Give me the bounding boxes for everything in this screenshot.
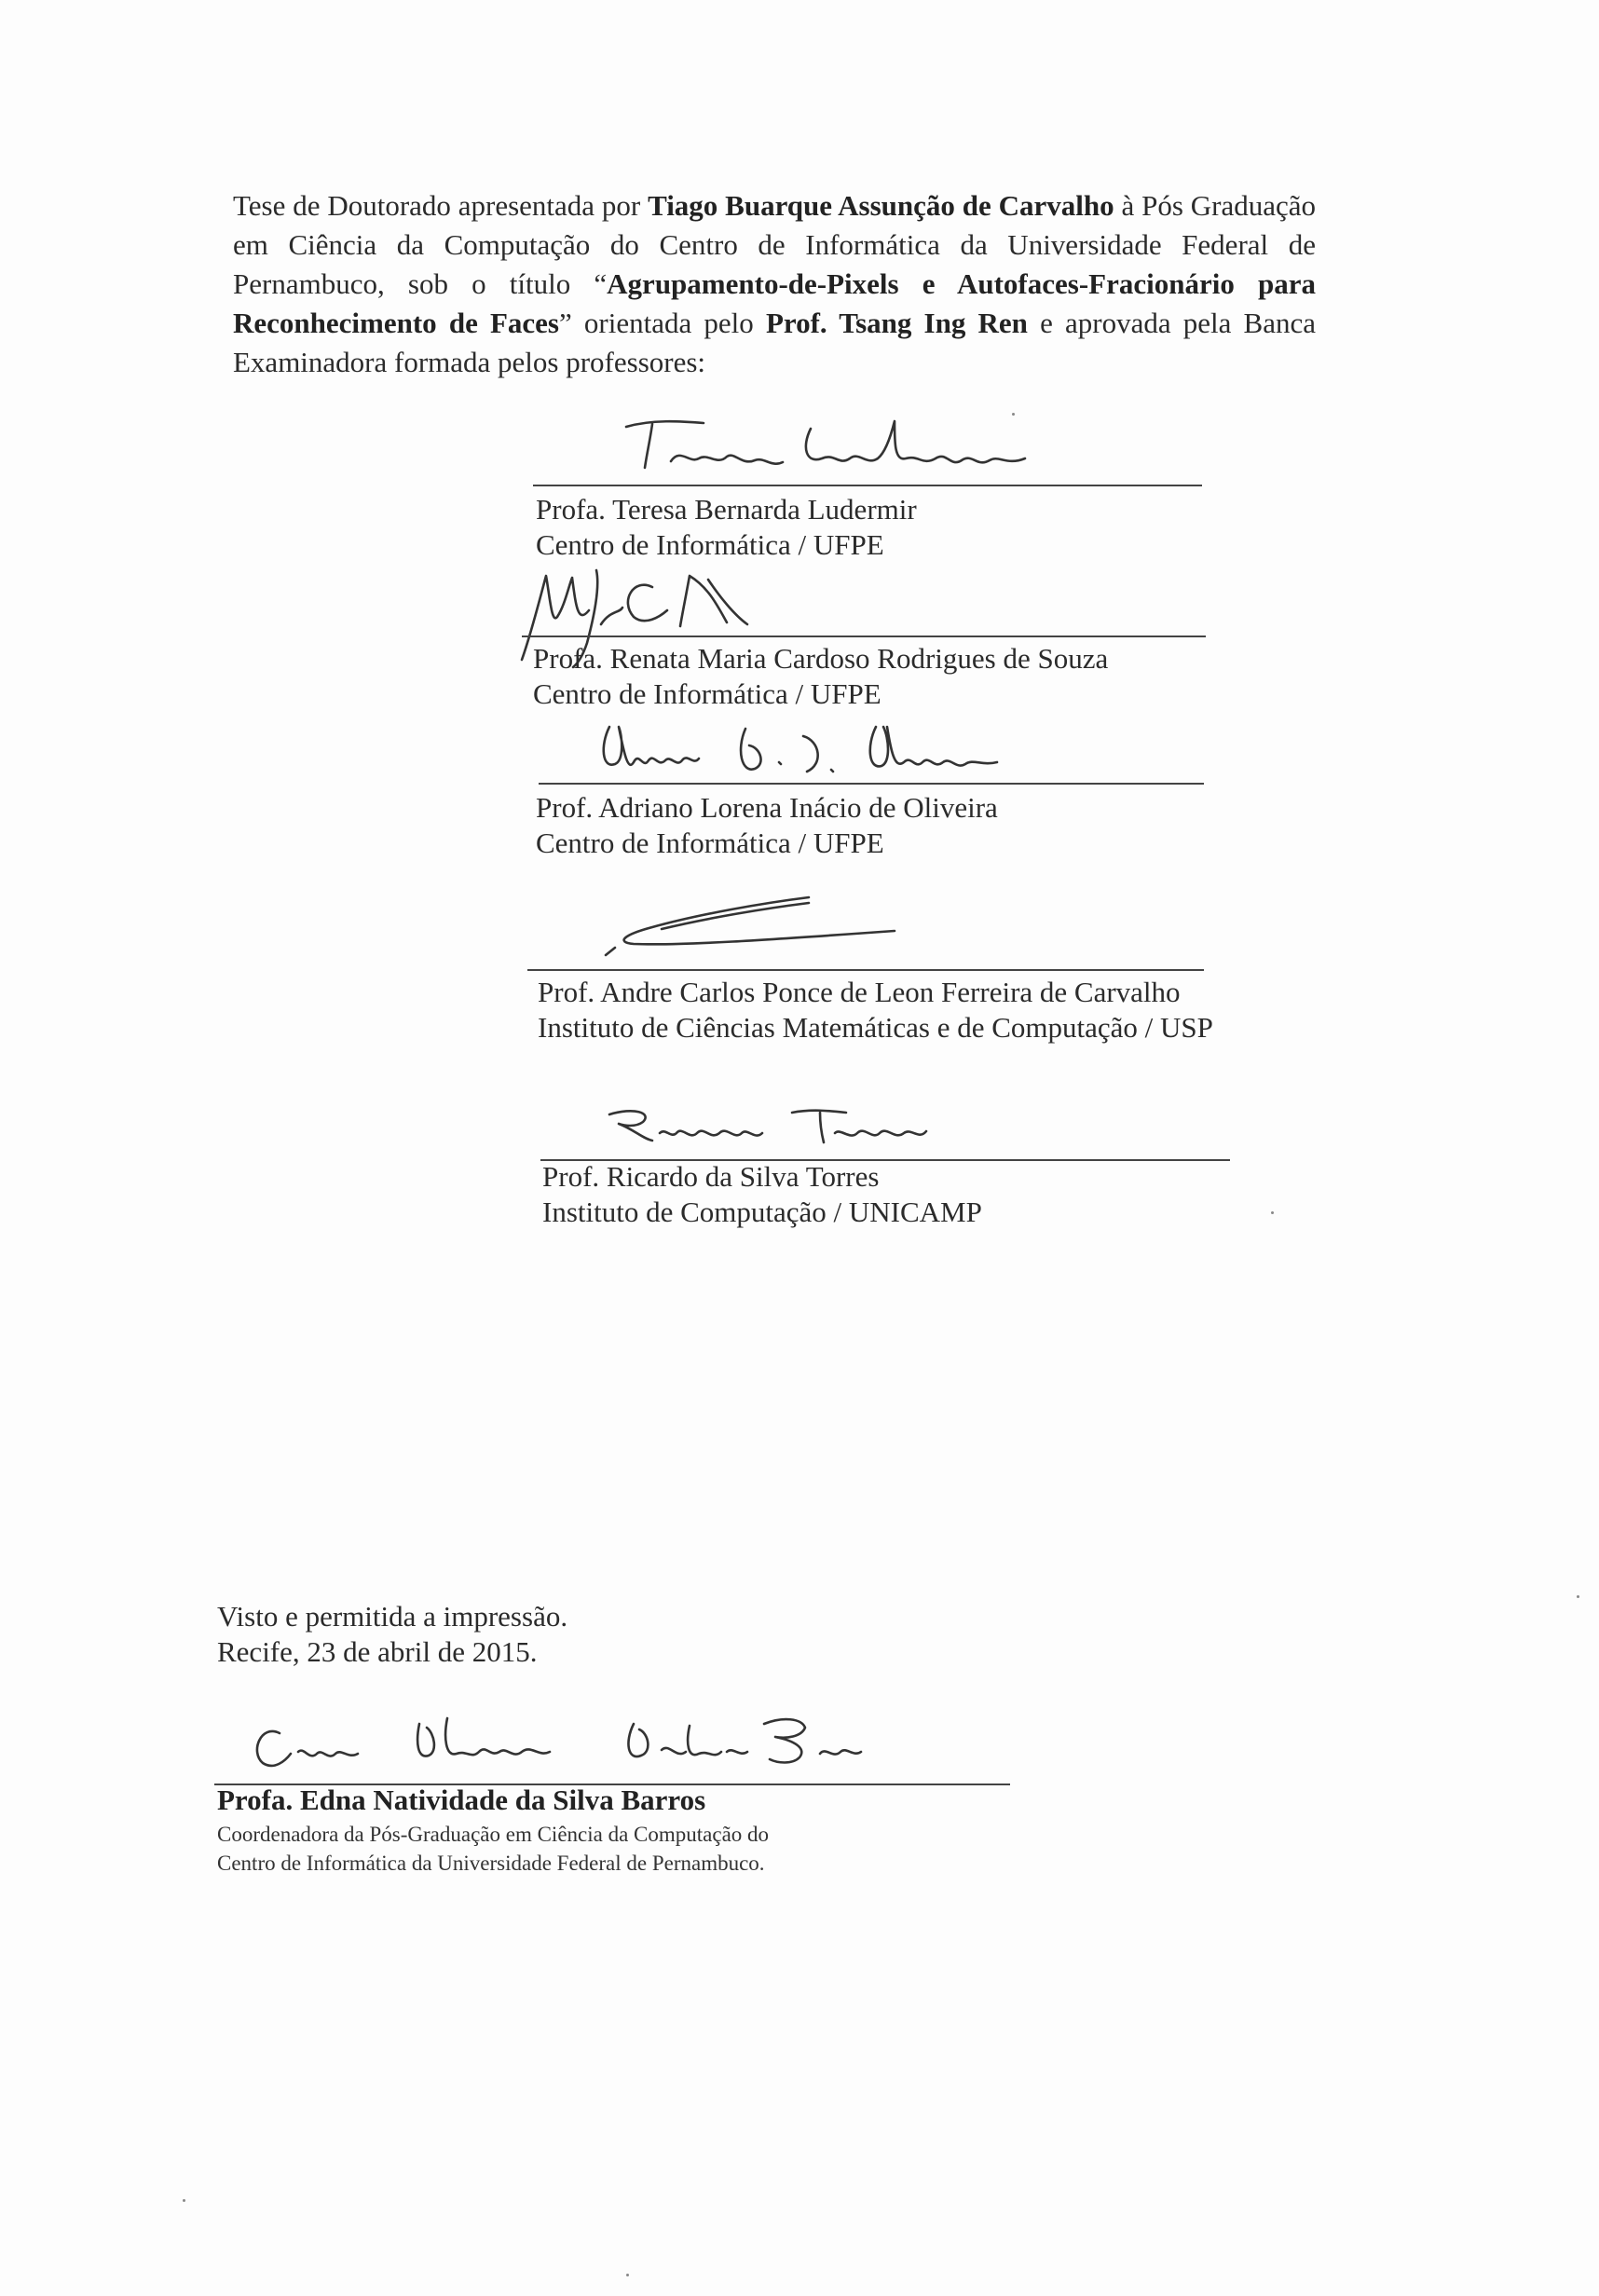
examiner-1 xyxy=(536,492,917,563)
coordinator-role-line-1: Coordenadora da Pós-Graduação em Ciência da Computação do xyxy=(217,1823,770,1846)
scan-speck xyxy=(1012,413,1015,416)
intro-text-2: à Pós Graduação em Ciência da Computação do Centro de Informática da Universidade Federal de Pernambuco, sob o título “ xyxy=(233,189,1316,300)
signature-line-2 xyxy=(522,636,1206,637)
signature-edna-barros xyxy=(242,1705,895,1780)
scan-speck xyxy=(1577,1595,1579,1598)
examiner-institution: Centro de Informática / UFPE xyxy=(533,677,882,710)
examiner-institution: Instituto de Computação / UNICAMP xyxy=(542,1196,982,1228)
examiner-4 xyxy=(538,975,1213,1046)
signature-teresa-ludermir xyxy=(615,410,1053,485)
approval-statement xyxy=(233,186,1316,382)
examiner-name: Prof. Adriano Lorena Inácio de Oliveira xyxy=(536,791,998,824)
examiner-name: Prof. Andre Carlos Ponce de Leon Ferreira de Carvalho xyxy=(538,976,1181,1008)
examiner-institution: Instituto de Ciências Matemáticas e de Computação / USP xyxy=(538,1011,1213,1044)
signature-line-3 xyxy=(539,783,1204,785)
signature-ricardo-torres xyxy=(596,1100,932,1155)
scan-speck xyxy=(626,2274,629,2276)
signature-line-4 xyxy=(527,969,1204,971)
signature-adriano-oliveira xyxy=(596,718,1006,783)
coordinator-name: Profa. Edna Natividade da Silva Barros xyxy=(217,1784,706,1816)
author-name: Tiago Buarque Assunção de Carvalho xyxy=(648,189,1114,222)
signature-line-1 xyxy=(533,485,1202,486)
thesis-title: Agrupamento-de-Pixels e Autofaces-Fracionário para Reconhecimento de Faces xyxy=(233,267,1316,339)
scan-speck xyxy=(1271,1211,1274,1214)
examiner-institution: Centro de Informática / UFPE xyxy=(536,827,884,859)
examiner-institution: Centro de Informática / UFPE xyxy=(536,528,884,561)
examiner-3 xyxy=(536,790,998,861)
intro-text-4: e aprovada pela Banca Examinadora formada pelos professores: xyxy=(233,307,1316,378)
examiner-name: Profa. Renata Maria Cardoso Rodrigues de Souza xyxy=(533,642,1109,675)
examiner-2 xyxy=(533,641,1108,712)
place-and-date: Recife, 23 de abril de 2015. xyxy=(217,1635,538,1668)
coordinator-role-line-2: Centro de Informática da Universidade Federal de Pernambuco. xyxy=(217,1852,765,1875)
print-permission-text: Visto e permitida a impressão. xyxy=(217,1600,568,1633)
print-authorization xyxy=(217,1599,567,1670)
coordinator-role xyxy=(217,1820,769,1878)
signature-andre-carvalho xyxy=(596,890,913,964)
advisor-name: Prof. Tsang Ing Ren xyxy=(765,307,1028,339)
scan-speck xyxy=(183,2199,185,2202)
intro-text-1: Tese de Doutorado apresentada por xyxy=(233,189,649,222)
examiner-5 xyxy=(542,1159,982,1230)
examiner-name: Prof. Ricardo da Silva Torres xyxy=(542,1160,880,1193)
examiner-name: Profa. Teresa Bernarda Ludermir xyxy=(536,493,917,526)
intro-text-3: ” orientada pelo xyxy=(559,307,766,339)
